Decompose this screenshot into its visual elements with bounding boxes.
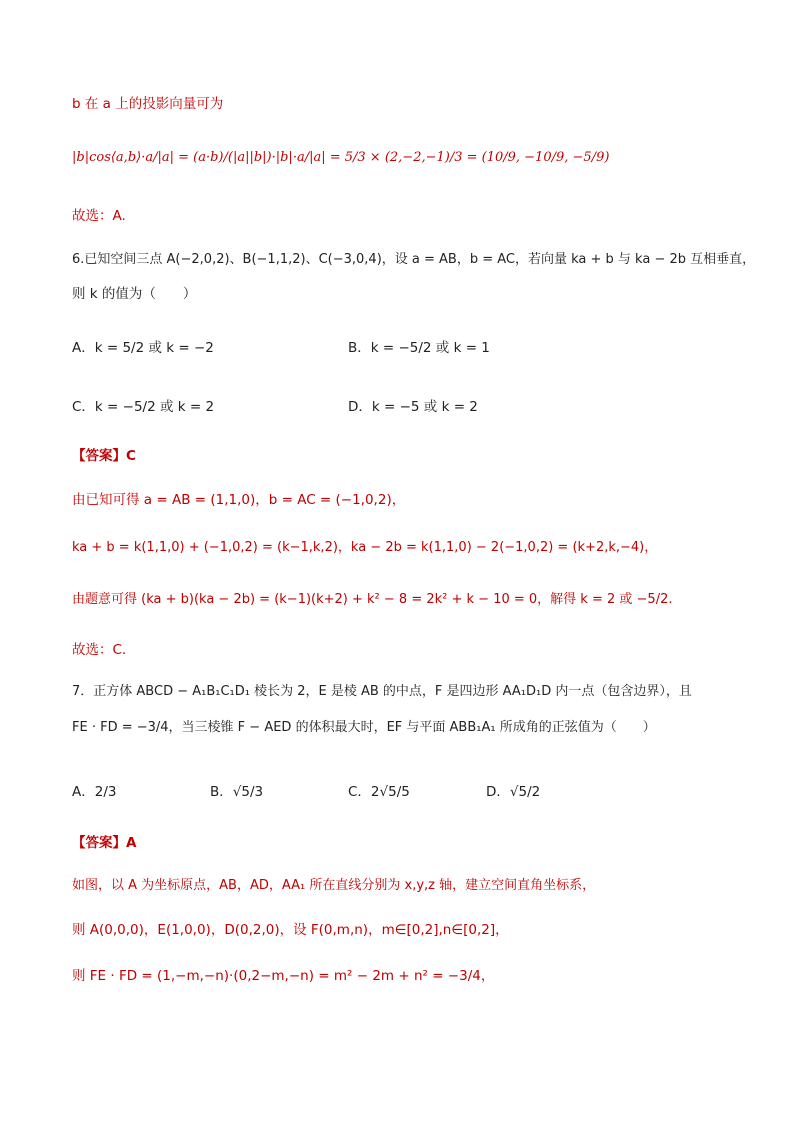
q6-stem-line2: 则 k 的值为（ ）	[72, 286, 197, 302]
q6-option-a: A．k = 5/2 或 k = −2	[72, 340, 214, 356]
q6-solution-line2: ka + b = k(1,1,0) + (−1,0,2) = (k−1,k,2)，ka − 2b = k(1,1,0) − 2(−1,0,2) = (k+2,k,−4)，	[72, 540, 658, 555]
q6-stem-line1: 6.已知空间三点 A(−2,0,2)、B(−1,1,2)、C(−3,0,4)，设 a = AB，b = AC，若向量 ka + b 与 ka − 2b 互相垂直，	[72, 252, 756, 267]
q6-option-b: B．k = −5/2 或 k = 1	[348, 340, 490, 356]
q7-solution-line2: 则 A(0,0,0)，E(1,0,0)，D(0,2,0)，设 F(0,m,n)，m∈[0,2],n∈[0,2]，	[72, 922, 509, 938]
q6-choice: 故选：C.	[72, 642, 127, 658]
q7-solution-line3: 则 FE · FD = (1,−m,−n)·(0,2−m,−n) = m² − 2m + n² = −3/4，	[72, 968, 495, 984]
q7-option-b: B．√5/3	[210, 784, 264, 800]
q7-option-c: C．2√5/5	[348, 784, 410, 800]
q6-answer: 【答案】C	[72, 448, 136, 464]
q7-solution-line1: 如图，以 A 为坐标原点，AB，AD，AA₁ 所在直线分别为 x,y,z 轴，建立空间直角坐标系，	[72, 878, 596, 893]
q7-option-d: D．√5/2	[486, 784, 541, 800]
q6-option-c: C．k = −5/2 或 k = 2	[72, 399, 215, 415]
prev-choice: 故选：A.	[72, 208, 126, 224]
q7-stem-line2: FE · FD = −3/4，当三棱锥 F − AED 的体积最大时，EF 与平面 ABB₁A₁ 所成角的正弦值为（ ）	[72, 720, 656, 735]
projection-formula: |b|cos⟨a,b⟩·a/|a| = (a·b)/(|a||b|)·|b|·a/|a| = 5/3 × (2,−2,−1)/3 = (10/9, −10/9, −5/9)	[72, 150, 610, 165]
q6-solution-line3: 由题意可得 (ka + b)(ka − 2b) = (k−1)(k+2) + k² − 8 = 2k² + k − 10 = 0，解得 k = 2 或 −5/2.	[72, 592, 673, 607]
q7-answer: 【答案】A	[72, 835, 137, 851]
projection-intro: b 在 a 上的投影向量可为	[72, 96, 224, 112]
q6-option-d: D．k = −5 或 k = 2	[348, 399, 478, 415]
q7-stem-line1: 7．正方体 ABCD − A₁B₁C₁D₁ 棱长为 2，E 是棱 AB 的中点，F 是四边形 AA₁D₁D 内一点（包含边界），且	[72, 684, 692, 699]
q7-option-a: A．2/3	[72, 784, 117, 800]
q6-solution-line1: 由已知可得 a = AB = (1,1,0)，b = AC = (−1,0,2)，	[72, 492, 406, 508]
